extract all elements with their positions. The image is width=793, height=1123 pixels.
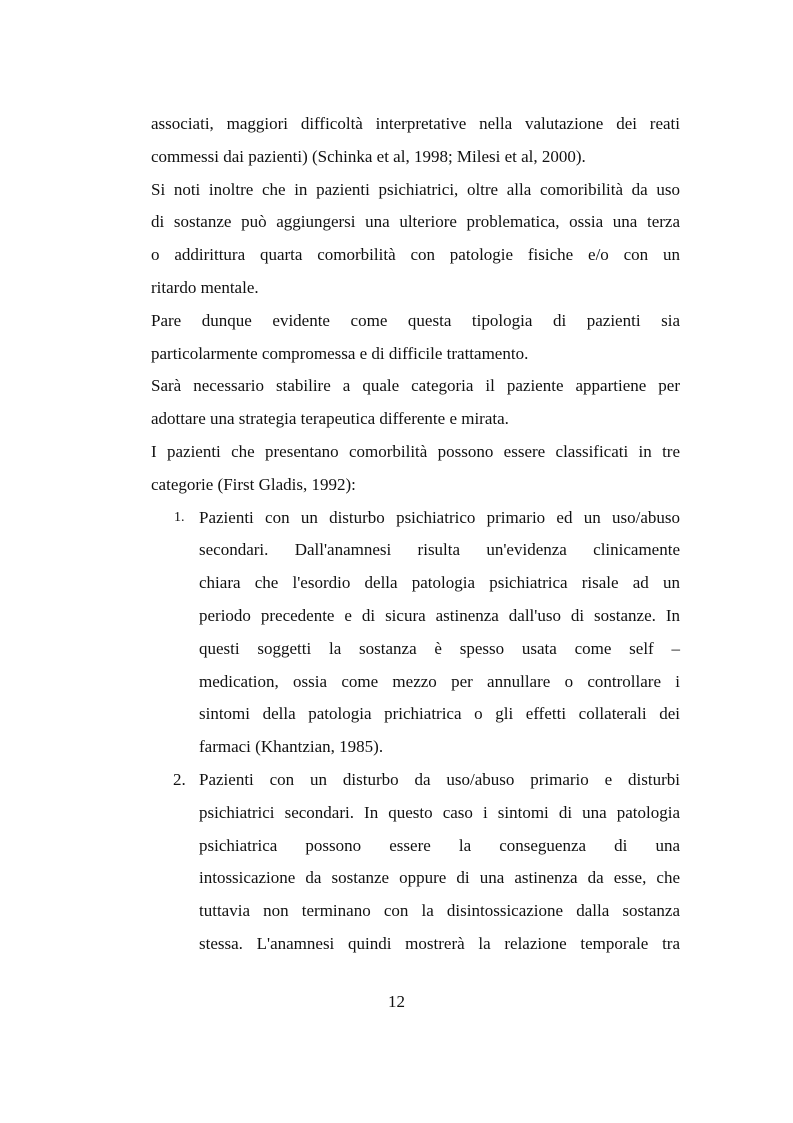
text-line: I pazienti che presentano comorbilità possono essere classificati in tre bbox=[151, 441, 680, 461]
text-line: secondari. Dall'anamnesi risulta un'evidenza clinicamente bbox=[199, 540, 680, 560]
text-line: particolarmente compromessa e di difficile trattamento. bbox=[151, 343, 529, 363]
text-line: psichiatrica possono essere la conseguenza di una bbox=[199, 835, 680, 855]
text-line: Sarà necessario stabilire a quale categoria il paziente appartiene per bbox=[151, 376, 680, 396]
text-line: associati, maggiori difficoltà interpretative nella valutazione dei reati bbox=[151, 114, 680, 133]
paragraph-intro bbox=[151, 108, 680, 174]
text-line: questi soggetti la sostanza è spesso usata come self – bbox=[199, 638, 680, 658]
list-item bbox=[174, 502, 680, 764]
text-line: adottare una strategia terapeutica differente e mirata. bbox=[151, 409, 509, 429]
text-line: chiara che l'esordio della patologia psichiatrica risale ad un bbox=[199, 573, 680, 593]
text-line: Pare dunque evidente come questa tipologia di pazienti sia bbox=[151, 310, 680, 330]
text-line: periodo precedente e di sicura astinenza dall'uso di sostanze. In bbox=[199, 605, 680, 625]
text-line: Pazienti con un disturbo da uso/abuso primario e disturbi bbox=[199, 769, 680, 789]
list-item bbox=[173, 764, 680, 961]
paragraph-category bbox=[151, 370, 680, 436]
body-text bbox=[151, 108, 680, 961]
text-line: categorie (First Gladis, 1992): bbox=[151, 474, 356, 494]
text-line: ritardo mentale. bbox=[151, 277, 259, 297]
list-number: 1. bbox=[174, 509, 185, 525]
paragraph-classification bbox=[151, 436, 680, 502]
paragraph-comorbidity bbox=[151, 174, 680, 305]
text-line: psichiatrici secondari. In questo caso i sintomi di una patologia bbox=[199, 802, 680, 822]
text-line: Si noti inoltre che in pazienti psichiatrici, oltre alla comoribilità da uso bbox=[151, 179, 680, 199]
text-line: intossicazione da sostanze oppure di una astinenza da esse, che bbox=[199, 868, 680, 888]
list-number: 2. bbox=[173, 769, 186, 789]
text-line: stessa. L'anamnesi quindi mostrerà la relazione temporale tra bbox=[199, 933, 680, 953]
paragraph-evidence bbox=[151, 305, 680, 371]
text-line: Pazienti con un disturbo psichiatrico primario ed un uso/abuso bbox=[199, 507, 680, 527]
category-list bbox=[173, 502, 680, 961]
text-line: tuttavia non terminano con la disintossicazione dalla sostanza bbox=[199, 901, 680, 921]
text-line: farmaci (Khantzian, 1985). bbox=[199, 737, 384, 757]
text-line: sintomi della patologia prichiatrica o gli effetti collaterali dei bbox=[199, 704, 680, 724]
page-number: 12 bbox=[388, 992, 405, 1011]
text-line: di sostanze può aggiungersi una ulteriore problematica, ossia una terza bbox=[151, 212, 680, 232]
text-line: medication, ossia come mezzo per annullare o controllare i bbox=[199, 671, 680, 691]
text-line: o addirittura quarta comorbilità con patologie fisiche e/o con un bbox=[151, 245, 680, 265]
text-line: commessi dai pazienti) (Schinka et al, 1998; Milesi et al, 2000). bbox=[151, 146, 586, 166]
